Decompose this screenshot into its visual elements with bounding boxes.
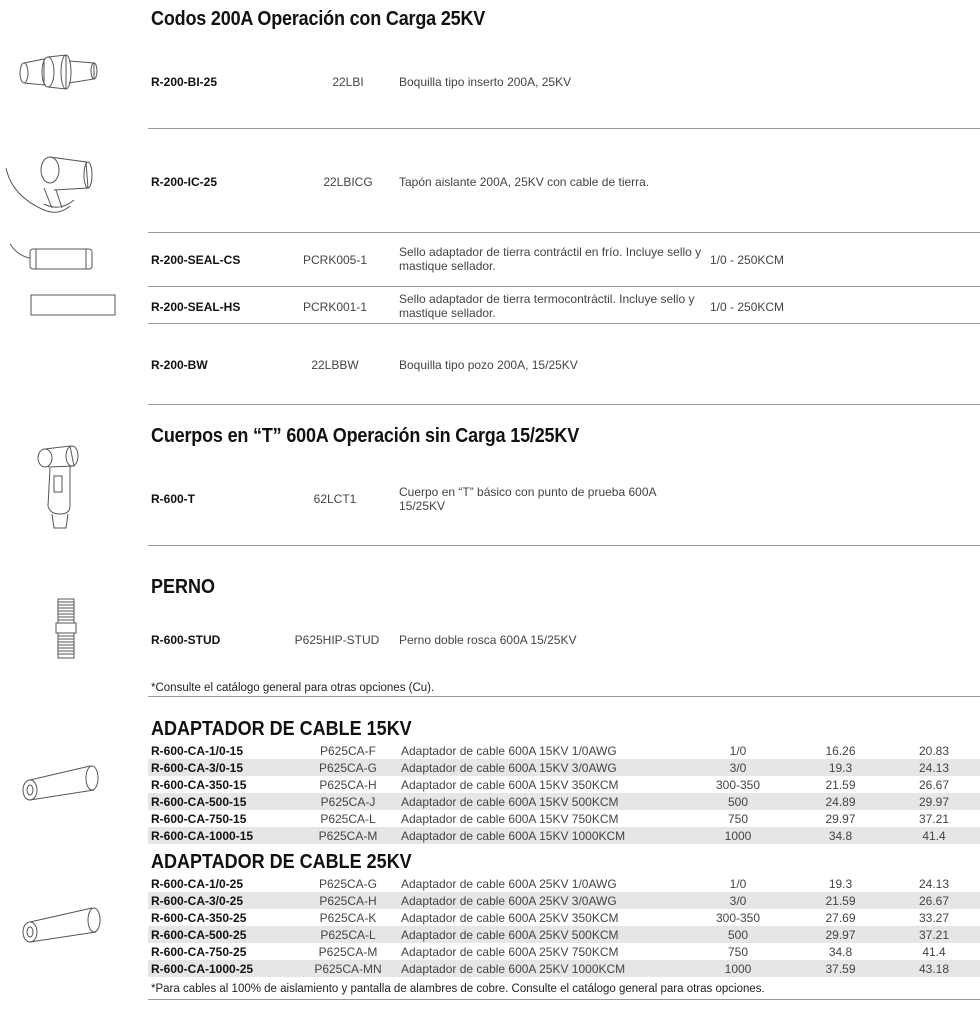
product-code: R-200-SEAL-HS	[151, 300, 241, 314]
product-description: Adaptador de cable 600A 25KV 500KCM	[398, 926, 683, 943]
product-code: R-600-CA-750-25	[151, 944, 247, 959]
diameter-max: 26.67	[918, 777, 950, 792]
cable-range: 1/0 - 250KCM	[710, 253, 785, 267]
section-title-codos: Codos 200A Operación con Carga 25KV	[151, 8, 486, 30]
row-divider	[148, 128, 980, 129]
double-thread-stud-image	[55, 598, 77, 660]
diameter-min: 21.59	[793, 892, 888, 909]
section-divider	[148, 999, 980, 1000]
product-description: Adaptador de cable 600A 25KV 750KCM	[401, 944, 619, 959]
product-code: R-600-CA-500-15	[148, 793, 298, 810]
product-code: R-200-IC-25	[151, 175, 218, 189]
product-code: R-600-STUD	[151, 633, 221, 647]
diameter-max: 20.83	[918, 743, 950, 758]
section-divider	[148, 404, 980, 405]
catalog-number: P625CA-G	[318, 876, 378, 891]
table-row	[148, 810, 980, 827]
table-row	[148, 892, 980, 909]
cable-range: 1/0 - 250KCM	[710, 300, 785, 314]
product-description: Adaptador de cable 600A 15KV 500KCM	[398, 793, 683, 810]
cold-shrink-seal-image	[10, 242, 100, 274]
product-description: Perno doble rosca 600A 15/25KV	[399, 633, 577, 647]
table-row	[148, 960, 980, 977]
product-description: Adaptador de cable 600A 15KV 3/0AWG	[398, 759, 683, 776]
t-body-image	[34, 444, 84, 530]
product-description: Adaptador de cable 600A 25KV 1000KCM	[398, 960, 683, 977]
product-code: R-200-BI-25	[151, 75, 218, 89]
row-divider	[148, 232, 980, 233]
cable-size: 3/0	[683, 759, 793, 776]
diameter-max: 33.27	[918, 910, 950, 925]
catalog-number: P625CA-G	[298, 759, 398, 776]
product-description: Adaptador de cable 600A 15KV 1/0AWG	[401, 743, 617, 758]
product-code: R-200-SEAL-CS	[151, 253, 241, 267]
product-description: Sello adaptador de tierra contráctil en frío. Incluye sello y mastique sellador.	[399, 245, 702, 273]
catalog-number: PCRK001-1	[302, 300, 368, 314]
diameter-min: 34.8	[828, 944, 853, 959]
diameter-max: 26.67	[888, 892, 980, 909]
adapter-15kv-table	[148, 742, 980, 844]
diameter-min: 16.26	[825, 743, 856, 758]
table-row	[148, 926, 980, 943]
product-description: Adaptador de cable 600A 15KV 750KCM	[401, 811, 619, 826]
diameter-max: 41.4	[888, 827, 980, 844]
diameter-max: 24.13	[888, 759, 980, 776]
diameter-min: 37.59	[793, 960, 888, 977]
product-description: Adaptador de cable 600A 15KV 350KCM	[401, 777, 619, 792]
catalog-number: P625CA-MN	[298, 960, 398, 977]
insert-bushing-image	[14, 45, 104, 95]
diameter-min: 19.3	[828, 876, 853, 891]
cable-size: 1000	[683, 960, 793, 977]
catalog-number: P625CA-H	[319, 777, 377, 792]
catalog-number: P625HIP-STUD	[294, 633, 380, 647]
cable-adapter-image	[20, 906, 104, 948]
catalog-number: P625CA-L	[298, 926, 398, 943]
section-title-cuerpos: Cuerpos en “T” 600A Operación sin Carga 15/25KV	[151, 425, 580, 447]
product-description: Boquilla tipo pozo 200A, 15/25KV	[399, 358, 578, 372]
product-description: Cuerpo en “T” básico con punto de prueba 600A 15/25KV	[399, 485, 656, 513]
section-divider	[148, 696, 980, 697]
diameter-max: 41.4	[922, 944, 946, 959]
cable-size: 500	[683, 926, 793, 943]
diameter-min: 29.97	[825, 811, 856, 826]
catalog-number: P625CA-J	[298, 793, 398, 810]
cable-size: 300-350	[715, 777, 761, 792]
diameter-min: 19.3	[793, 759, 888, 776]
section-title-adaptador-15kv: ADAPTADOR DE CABLE 15KV	[151, 718, 412, 740]
table-row	[148, 793, 980, 810]
product-code: R-600-T	[151, 492, 196, 506]
table-row	[148, 943, 980, 960]
table-row	[148, 776, 980, 793]
product-description: Adaptador de cable 600A 25KV 1/0AWG	[401, 876, 617, 891]
product-code: R-600-CA-3/0-15	[148, 759, 298, 776]
table-row	[148, 909, 980, 926]
catalog-number: P625CA-M	[298, 827, 398, 844]
catalog-number: P625CA-L	[320, 811, 376, 826]
table-row	[148, 759, 980, 776]
cable-size: 750	[727, 811, 749, 826]
table-row	[148, 875, 980, 892]
product-code: R-600-CA-1000-25	[148, 960, 298, 977]
diameter-max: 29.97	[888, 793, 980, 810]
cable-size: 750	[727, 944, 749, 959]
product-code: R-600-CA-1/0-15	[151, 743, 244, 758]
diameter-min: 24.89	[793, 793, 888, 810]
catalog-number: PCRK005-1	[302, 253, 368, 267]
perno-note: *Consulte el catálogo general para otras opciones (Cu).	[151, 682, 435, 694]
adapter-note: *Para cables al 100% de aislamiento y pantalla de alambres de cobre. Consulte el catálogo general para otras opciones.	[151, 983, 765, 995]
diameter-max: 43.18	[888, 960, 980, 977]
cable-size: 1/0	[729, 876, 747, 891]
diameter-min: 34.8	[793, 827, 888, 844]
catalog-number: P625CA-K	[319, 910, 377, 925]
adapter-25kv-table	[148, 875, 980, 977]
cable-size: 500	[683, 793, 793, 810]
product-description: Boquilla tipo inserto 200A, 25KV	[399, 75, 572, 89]
catalog-number: 22LBI	[332, 75, 364, 89]
cable-adapter-image	[20, 764, 102, 806]
cable-size: 1000	[683, 827, 793, 844]
section-title-adaptador-25kv: ADAPTADOR DE CABLE 25KV	[151, 851, 412, 873]
catalog-number: P625CA-F	[319, 743, 377, 758]
catalog-number: P625CA-M	[318, 944, 378, 959]
product-description: Tapón aislante 200A, 25KV con cable de tierra.	[399, 175, 650, 189]
diameter-max: 37.21	[918, 811, 950, 826]
product-description: Adaptador de cable 600A 25KV 3/0AWG	[398, 892, 683, 909]
product-description: Adaptador de cable 600A 25KV 350KCM	[401, 910, 619, 925]
product-code: R-600-CA-500-25	[148, 926, 298, 943]
catalog-number: 22LBICG	[323, 175, 373, 189]
diameter-max: 37.21	[888, 926, 980, 943]
row-divider	[148, 323, 980, 324]
row-divider	[148, 286, 980, 287]
product-code: R-600-CA-350-25	[151, 910, 247, 925]
table-row	[148, 827, 980, 844]
product-code: R-600-CA-750-15	[151, 811, 247, 826]
product-code: R-600-CA-1/0-25	[151, 876, 244, 891]
insulating-cap-image	[4, 148, 104, 223]
diameter-min: 21.59	[825, 777, 856, 792]
catalog-number: 22LBBW	[311, 358, 359, 372]
cable-size: 300-350	[715, 910, 761, 925]
diameter-max: 24.13	[918, 876, 950, 891]
table-row	[148, 742, 980, 759]
product-code: R-600-CA-350-15	[151, 777, 247, 792]
heat-shrink-seal-image	[30, 294, 118, 318]
diameter-min: 29.97	[793, 926, 888, 943]
product-code: R-600-CA-3/0-25	[148, 892, 298, 909]
product-description: Sello adaptador de tierra termocontráctil. Incluye sello y mastique sellador.	[399, 292, 695, 320]
catalog-number: 62LCT1	[313, 492, 357, 506]
product-code: R-200-BW	[151, 358, 208, 372]
product-description: Adaptador de cable 600A 15KV 1000KCM	[398, 827, 683, 844]
catalog-number: P625CA-H	[298, 892, 398, 909]
section-divider	[148, 545, 980, 546]
product-code: R-600-CA-1000-15	[148, 827, 298, 844]
cable-size: 1/0	[729, 743, 747, 758]
cable-size: 3/0	[683, 892, 793, 909]
diameter-min: 27.69	[825, 910, 856, 925]
section-title-perno: PERNO	[151, 576, 216, 598]
